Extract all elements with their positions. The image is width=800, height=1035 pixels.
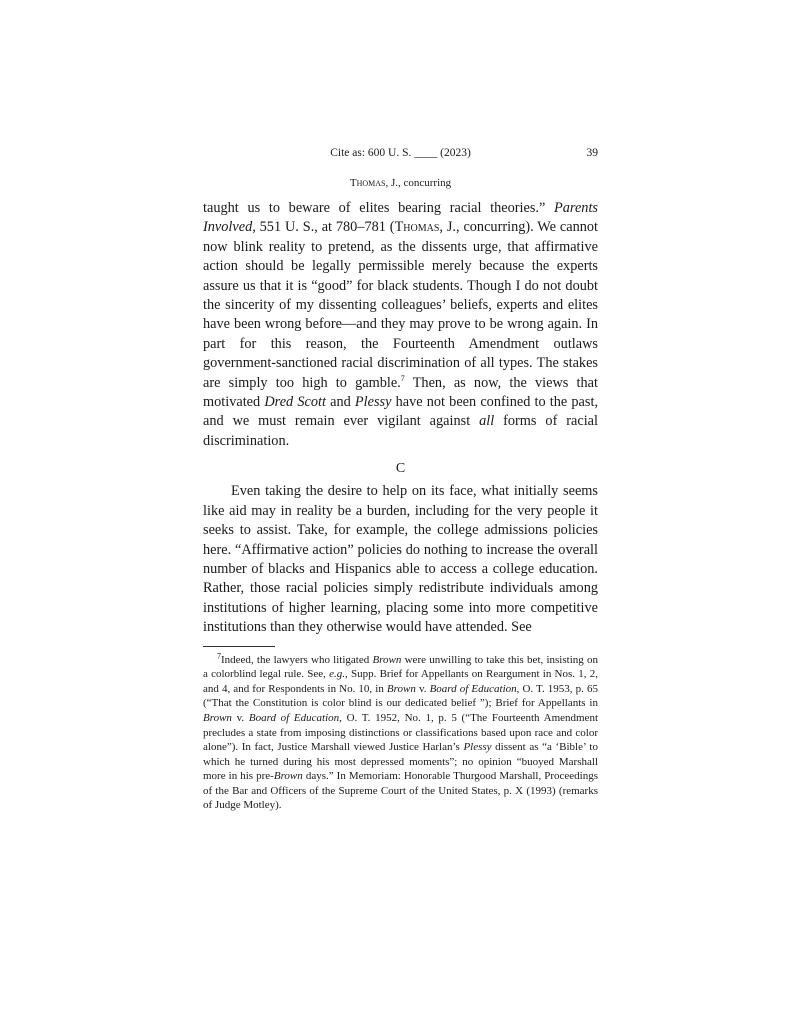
footnote-reference[interactable]: 7 xyxy=(400,373,405,383)
footnote-mark: 7 xyxy=(217,650,221,660)
page-number: 39 xyxy=(586,147,598,159)
citation-header: Cite as: 600 U. S. ____ (2023) xyxy=(330,147,471,159)
author-suffix: , J., concurring xyxy=(385,177,452,189)
paragraph-1: taught us to beware of elites bearing racial theories.” Parents Involved, 551 U. S., at 780–781 (Thomas, J., concurring). We cannot now blink reality to pretend, as the dissents urge, that affirmative action should be legally permissible merely because the experts assure us that it is “good” for black students. Though I do not doubt the sincerity of my dissenting colleagues’ beliefs, experts and elites have been wrong before—and they may prove to be wrong again. In part for this reason, the Fourteenth Amendment outlaws government-sanctioned racial discrimination of all types. The stakes are simply too high to gamble.$^7$ Then, as now, the views that motivated Dred Scott and Plessy have not been confined to the past, and we must remain ever vigilant against all forms of racial discrimination. xyxy=(203,200,599,449)
footnote-divider xyxy=(203,646,275,647)
author-line xyxy=(203,177,598,193)
footnote-7: $^7$Indeed, the lawyers who litigated Brown were unwilling to take this bet, insisting on a colorblind legal rule. See, e.g., Supp. Brief for Appellants on Reargument in Nos. 1, 2, and 4, and for Respondents in No. 10, in Brown v. Board of Education, O. T. 1953, p. 65 (“That the Constitution is color blind is our dedicated belief ”); Brief for Appellants in Brown v. Board of Education, O. T. 1952, No. 1, p. 5 (“The Fourteenth Amendment precludes a state from imposing distinctions or classifications based upon race and color alone”). In fact, Justice Marshall viewed Justice Harlan’s Plessy dissent as “a ‘Bible’ to which he turned during his most depressed moments”; no opinion “buoyed Marshall more in his pre-Brown days.” In Memoriam: Honorable Thurgood Marshall, Proceedings of the Bar and Officers of the Supreme Court of the United States, p. X (1993) (remarks of Judge Motley). xyxy=(203,650,599,812)
section-heading: C xyxy=(395,461,406,477)
running-head xyxy=(203,147,598,167)
author-name: Thomas xyxy=(349,177,386,189)
paragraph-2: Even taking the desire to help on its face, what initially seems like aid may in reality be a burden, including for the very people it seeks to assist. Take, for example, the college admissions policies here. “Affirmative action” policies do nothing to increase the overall number of blacks and Hispanics able to access a college education. Rather, those racial policies simply redistribute individuals among institutions of higher learning, placing some into more competitive institutions than they otherwise would have attended. See xyxy=(203,483,598,636)
opinion-page xyxy=(203,147,598,813)
